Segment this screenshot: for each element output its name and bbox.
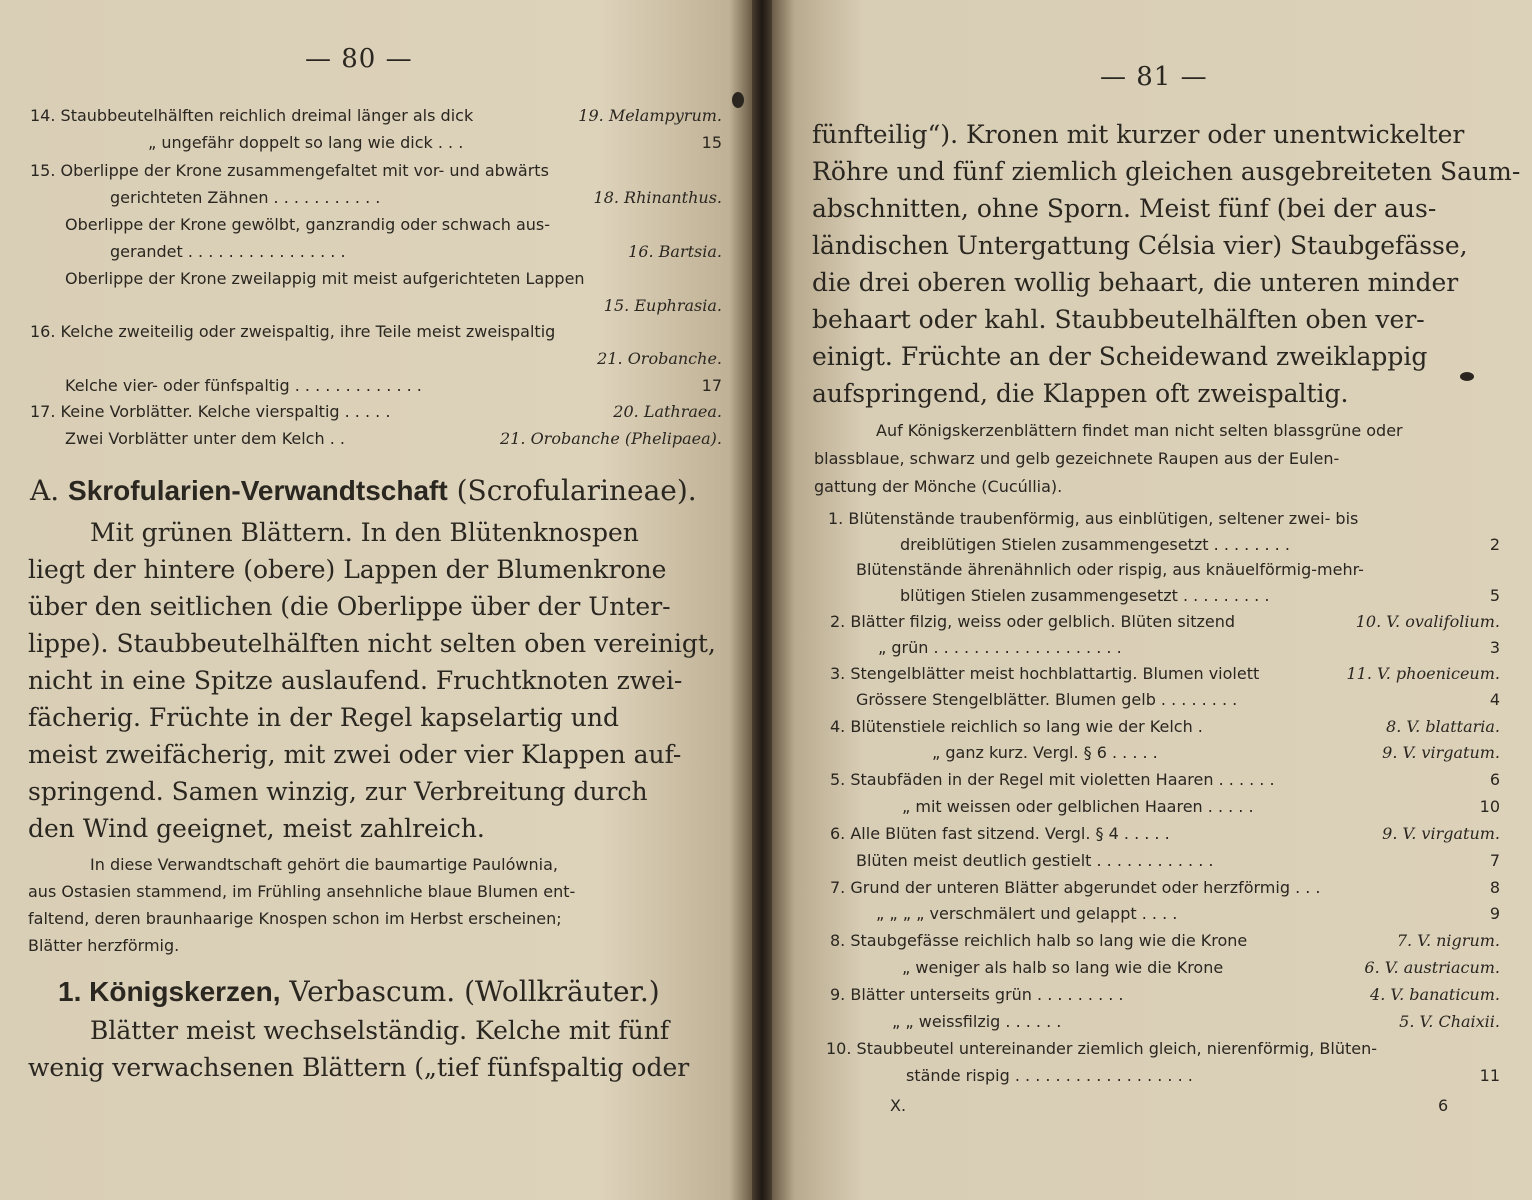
key-ref: 5. V. Chaixii.	[1399, 1012, 1500, 1031]
key-line: „ ungefähr doppelt so lang wie dick . . .	[148, 133, 464, 152]
key-line: Oberlippe der Krone zweilappig mit meist aufgerichteten Lappen	[65, 269, 585, 288]
key-line: „ weniger als halb so lang wie die Krone	[902, 958, 1224, 977]
body-line: fächerig. Früchte in der Regel kapselartig und	[28, 703, 620, 732]
key-ref: 4	[1489, 690, 1500, 709]
key-line: stände rispig . . . . . . . . . . . . . . . . . .	[906, 1066, 1193, 1085]
key-line: 7. Grund der unteren Blätter abgerundet oder herzförmig . . .	[830, 878, 1321, 897]
key-line: „ mit weissen oder gelblichen Haaren . . . . .	[902, 797, 1254, 816]
key-line: „ „ weissfilzig . . . . . .	[892, 1012, 1062, 1031]
body-line: fünfteilig“). Kronen mit kurzer oder unentwickelter	[812, 120, 1465, 149]
ink-spot	[1460, 372, 1474, 381]
body-line: ländischen Untergattung Célsia vier) Staubgefässe,	[812, 231, 1468, 260]
key-ref: 7. V. nigrum.	[1396, 931, 1500, 950]
key-ref: 19. Melampyrum.	[578, 106, 722, 125]
key-line: 8. Staubgefässe reichlich halb so lang wie die Krone	[830, 931, 1248, 950]
right-page	[772, 0, 1532, 1200]
page-number: — 81 —	[1100, 62, 1208, 92]
signature-mark: X.	[890, 1096, 907, 1115]
key-line: Grössere Stengelblätter. Blumen gelb . . . . . . . .	[856, 690, 1238, 709]
ink-spot	[732, 92, 744, 108]
key-line: blütigen Stielen zusammengesetzt . . . . . . . . .	[900, 586, 1270, 605]
key-ref: 8. V. blattaria.	[1386, 717, 1500, 736]
key-ref: 11. V. phoeniceum.	[1346, 664, 1500, 683]
signature-number: 6	[1438, 1096, 1449, 1115]
body-line: liegt der hintere (obere) Lappen der Blumenkrone	[28, 555, 667, 584]
body-line: Röhre und fünf ziemlich gleichen ausgebreiteten Saum-	[812, 157, 1521, 186]
body-line: Mit grünen Blättern. In den Blütenknospen	[90, 518, 639, 547]
note-line: Blätter herzförmig.	[28, 936, 180, 955]
page-number: — 80 —	[305, 44, 413, 74]
note-line: gattung der Mönche (Cucúllia).	[814, 477, 1063, 496]
note-line: Auf Königskerzenblättern findet man nicht selten blassgrüne oder	[876, 421, 1403, 440]
key-ref: 21. Orobanche.	[597, 349, 722, 368]
key-line: „ grün . . . . . . . . . . . . . . . . . . .	[878, 638, 1122, 657]
body-line: behaart oder kahl. Staubbeutelhälften oben ver-	[812, 305, 1425, 334]
body-line: nicht in eine Spitze auslaufend. Fruchtknoten zwei-	[28, 666, 683, 695]
key-ref: 8	[1489, 878, 1500, 897]
section-heading: A. Skrofularien-Verwandtschaft (Scrofularineae).	[30, 474, 697, 507]
note-line: faltend, deren braunhaarige Knospen schon im Herbst erscheinen;	[28, 909, 562, 928]
key-ref: 9	[1489, 904, 1500, 923]
body-line: meist zweifächerig, mit zwei oder vier Klappen auf-	[28, 740, 682, 769]
key-line: dreiblütigen Stielen zusammengesetzt . . . . . . . .	[900, 535, 1290, 554]
key-ref: 6	[1489, 770, 1500, 789]
key-ref: 16. Bartsia.	[628, 242, 722, 261]
key-line: 4. Blütenstiele reichlich so lang wie der Kelch .	[830, 717, 1203, 736]
key-line: Oberlippe der Krone gewölbt, ganzrandig oder schwach aus-	[65, 215, 551, 234]
key-line: 9. Blätter unterseits grün . . . . . . . . .	[830, 985, 1124, 1004]
body-line: wenig verwachsenen Blättern („tief fünfspaltig oder	[28, 1053, 690, 1082]
key-line: 17. Keine Vorblätter. Kelche vierspaltig . . . . .	[30, 402, 391, 421]
key-line: 10. Staubbeutel untereinander ziemlich gleich, nierenförmig, Blüten-	[826, 1039, 1378, 1058]
key-ref: 9. V. virgatum.	[1382, 824, 1500, 843]
key-line: Blüten meist deutlich gestielt . . . . . . . . . . . .	[856, 851, 1214, 870]
key-ref: 10. V. ovalifolium.	[1355, 612, 1500, 631]
key-line: 14. Staubbeutelhälften reichlich dreimal länger als dick	[30, 106, 474, 125]
key-ref: 9. V. virgatum.	[1382, 743, 1500, 762]
key-ref: 4. V. banaticum.	[1370, 985, 1500, 1004]
key-line: 16. Kelche zweiteilig oder zweispaltig, ihre Teile meist zweispaltig	[30, 322, 556, 341]
note-line: In diese Verwandtschaft gehört die baumartige Paulównia,	[90, 855, 558, 874]
key-ref: 15	[701, 133, 722, 152]
key-ref: 17	[701, 376, 722, 395]
key-line: 15. Oberlippe der Krone zusammengefaltet mit vor- und abwärts	[30, 161, 549, 180]
left-page	[0, 0, 752, 1200]
key-line: Zwei Vorblätter unter dem Kelch . .	[65, 429, 345, 448]
body-line: lippe). Staubbeutelhälften nicht selten oben vereinigt,	[28, 629, 716, 658]
note-line: aus Ostasien stammend, im Frühling ansehnliche blaue Blumen ent-	[28, 882, 576, 901]
key-line: 3. Stengelblätter meist hochblattartig. Blumen violett	[830, 664, 1260, 683]
body-line: aufspringend, die Klappen oft zweispaltig.	[812, 379, 1349, 408]
key-ref: 7	[1489, 851, 1500, 870]
key-ref: 11	[1479, 1066, 1500, 1085]
body-line: springend. Samen winzig, zur Verbreitung durch	[28, 777, 648, 806]
genus-heading: 1. Königskerzen, Verbascum. (Wollkräuter.)	[58, 975, 660, 1008]
key-line: Kelche vier- oder fünfspaltig . . . . . . . . . . . . .	[65, 376, 422, 395]
key-line: „ ganz kurz. Vergl. § 6 . . . . .	[932, 743, 1158, 762]
key-ref: 5	[1489, 586, 1500, 605]
body-line: Blätter meist wechselständig. Kelche mit fünf	[90, 1016, 670, 1045]
key-line: gerandet . . . . . . . . . . . . . . . .	[110, 242, 346, 261]
key-line: Blütenstände ährenähnlich oder rispig, aus knäuelförmig-mehr-	[856, 560, 1364, 579]
body-line: abschnitten, ohne Sporn. Meist fünf (bei der aus-	[812, 194, 1437, 223]
key-ref: 18. Rhinanthus.	[593, 188, 722, 207]
key-ref: 6. V. austriacum.	[1364, 958, 1500, 977]
key-line: 5. Staubfäden in der Regel mit violetten Haaren . . . . . .	[830, 770, 1275, 789]
key-line: 2. Blätter filzig, weiss oder gelblich. Blüten sitzend	[830, 612, 1236, 631]
book-gutter	[752, 0, 772, 1200]
key-ref: 2	[1489, 535, 1500, 554]
key-line: 1. Blütenstände traubenförmig, aus einblütigen, seltener zwei- bis	[828, 509, 1359, 528]
body-line: einigt. Früchte an der Scheidewand zweiklappig	[812, 342, 1428, 371]
key-line: gerichteten Zähnen . . . . . . . . . . .	[110, 188, 381, 207]
key-line: „ „ „ „ verschmälert und gelappt . . . .	[876, 904, 1178, 923]
key-ref: 3	[1489, 638, 1500, 657]
note-line: blassblaue, schwarz und gelb gezeichnete Raupen aus der Eulen-	[814, 449, 1340, 468]
body-line: die drei oberen wollig behaart, die unteren minder	[812, 268, 1459, 297]
body-line: den Wind geeignet, meist zahlreich.	[28, 814, 485, 843]
key-ref: 21. Orobanche (Phelipaea).	[500, 429, 722, 448]
key-ref: 10	[1479, 797, 1500, 816]
key-line: 6. Alle Blüten fast sitzend. Vergl. § 4 . . . . .	[830, 824, 1170, 843]
key-ref: 20. Lathraea.	[613, 402, 722, 421]
body-line: über den seitlichen (die Oberlippe über der Unter-	[28, 592, 671, 621]
key-ref: 15. Euphrasia.	[603, 296, 722, 315]
